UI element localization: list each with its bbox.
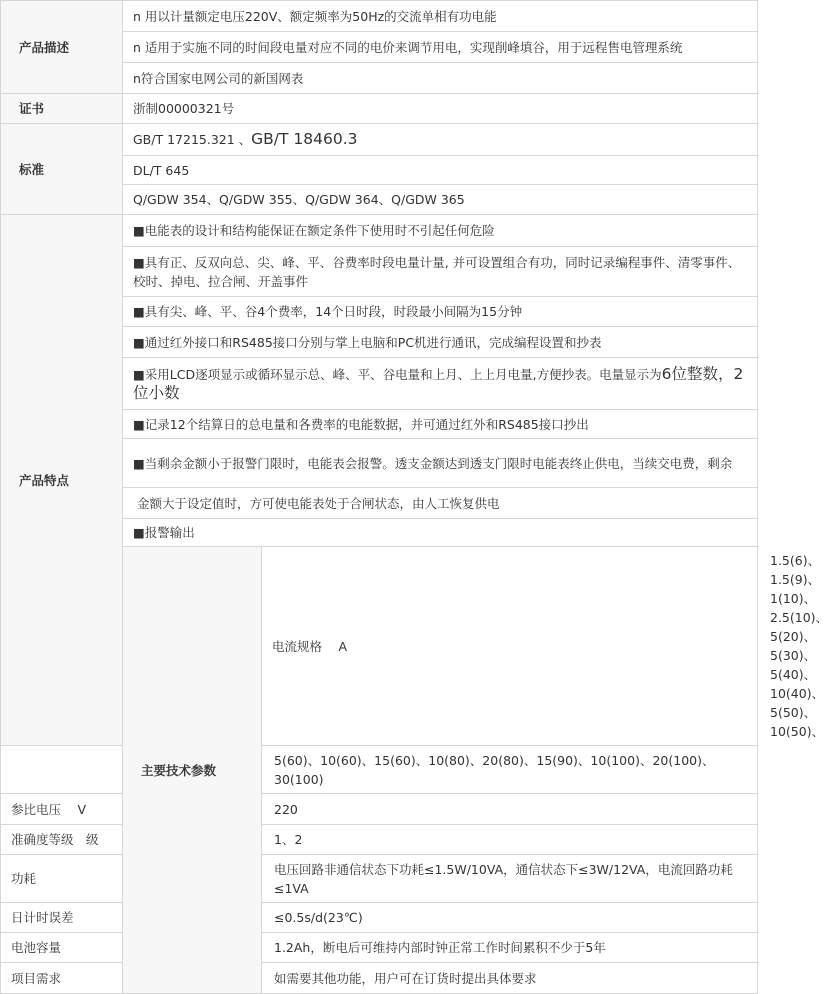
feature-item: ■通过红外接口和RS485接口分别与掌上电脑和PC机进行通讯，完成编程设置和抄表 [123,327,758,358]
param-key: 准确度等级 级 [1,825,123,855]
standard-gb-17215: GB/T 17215.321 、 [133,132,252,147]
param-key: 功耗 [1,855,123,903]
certificate-label: 证书 [1,94,123,124]
feature-item: ■记录12个结算日的总电量和各费率的电能数据，并可通过红外和RS485接口抄出 [123,410,758,439]
param-value: 1.2Ah，断电后可维持内部时钟正常工作时间累积不少于5年 [262,933,758,963]
feature-item: ■具有正、反双向总、尖、峰、平、谷费率时段电量计量, 并可设置组合有功，同时记录编程事件、清零事件、校时、掉电、拉合闸、开盖事件 [123,247,758,297]
feature-item: ■电能表的设计和结构能保证在额定条件下使用时不引起任何危险 [123,215,758,247]
feature-item: ■具有尖、峰、平、谷4个费率，14个日时段，时段最小间隔为15分钟 [123,297,758,327]
param-value: 如需要其他功能，用户可在订货时提出具体要求 [262,963,758,994]
feature-item: 金额大于设定值时，方可使电能表处于合闸状态，由人工恢复供电 [123,488,758,519]
param-key-current: 电流规格 A [262,547,758,746]
features-label: 产品特点 [1,215,123,746]
param-value: 电压回路非通信状态下功耗≤1.5W/10VA，通信状态下≤3W/12VA，电流回路功耗≤1VA [262,855,758,903]
feature-item: ■报警输出 [123,519,758,547]
standard-gb-18460: GB/T 18460.3 [251,130,358,148]
param-value: 220 [262,794,758,825]
certificate-value: 浙制00000321号 [123,94,758,124]
feature-item-highlight: 6位整数，2位小数 [133,364,744,402]
spec-table: 产品描述 n 用以计量额定电压220V、额定频率为50Hz的交流单相有功电能 n 适用于实施不同的时间段电量对应不同的电价来调节用电，实现削峰填谷，用于远程售电管理系统 n符合国家电网公司的新国网表 证书 浙制00000321号 标准 GB/T 17215.321 、GB/T 18460.3 DL/T 645 Q/GDW 354、Q/GDW 355、Q/GDW 364、Q/GDW 365 产品特点 ■电能表的设计和结构能保证在额定条件下使用时不引起任何危险 ■具有正、反双向总、尖、峰、平、谷费率时段电量计量, 并可设置组合有功，同时记录编程事件、清零事件、校时、掉电、拉合闸、开盖事件 ■具有尖、峰、平、谷4个费率，14个日时段，时段最小间隔为15分钟 ■通过红外接口和RS485接口分别与掌上电脑和PC机进行通讯，完成编程设置和抄表 ■采用LCD逐项显示或循环显示总、峰、平、谷电量和上月、上上月电量,方便抄表。电量显示为6位整数，2位小数 ■记录12个结算日的总电量和各费率的电能数据，并可通过红外和RS485接口抄出 ■当剩余金额小于报警门限时，电能表会报警。透支金额达到透支门限时电能表终止供电，当续交电费，剩余 金额大于设定值时，方可使电能表处于合闸状态，由人工恢复供电 ■报警输出 主要技术参数 电流规格 A 1.5(6)、1.5(9)、1(10)、2.5(10)、5(20)、5(30)、5(40)、10(40)、5(50)、10(50)、 5(60)、10(60)、15(60)、10(80)、20(80)、15(90)、10(100)、20(100)、30(100) 参比电压 V 220 准确度等级 级 1、2 功耗 电压回路非通信状态下功耗≤1.5W/10VA，通信状态下≤3W/12VA，电流回路功耗≤1VA 日计时误差 ≤0.5s/d(23℃) 电池容量 1.2Ah，断电后可维持内部时钟正常工作时间累积不少于5年 项目需求 如需要其他功能，用户可在订货时提出具体要求 [0,0,758,994]
product-description-line: n 适用于实施不同的时间段电量对应不同的电价来调节用电，实现削峰填谷，用于远程售电管理系统 [123,32,758,63]
standards-label: 标准 [1,124,123,215]
feature-item [123,358,758,410]
param-key-empty [1,746,123,794]
tech-params-label: 主要技术参数 [123,547,262,994]
product-description-label: 产品描述 [1,1,123,94]
param-key: 电池容量 [1,933,123,963]
product-description-line: n符合国家电网公司的新国网表 [123,63,758,94]
standard-line: Q/GDW 354、Q/GDW 355、Q/GDW 364、Q/GDW 365 [123,185,758,215]
param-key: 日计时误差 [1,903,123,933]
feature-item-text: ■采用LCD逐项显示或循环显示总、峰、平、谷电量和上月、上上月电量,方便抄表。电量显示为 [133,366,662,382]
standard-line [123,124,758,156]
param-key: 项目需求 [1,963,123,994]
feature-item: ■当剩余金额小于报警门限时，电能表会报警。透支金额达到透支门限时电能表终止供电，当续交电费，剩余 [123,439,758,488]
param-key: 参比电压 V [1,794,123,825]
standard-line: DL/T 645 [123,156,758,185]
param-value: ≤0.5s/d(23℃) [262,903,758,933]
param-value-current-cont: 5(60)、10(60)、15(60)、10(80)、20(80)、15(90)、10(100)、20(100)、30(100) [262,746,758,794]
product-description-line: n 用以计量额定电压220V、额定频率为50Hz的交流单相有功电能 [123,1,758,32]
param-value: 1、2 [262,825,758,855]
